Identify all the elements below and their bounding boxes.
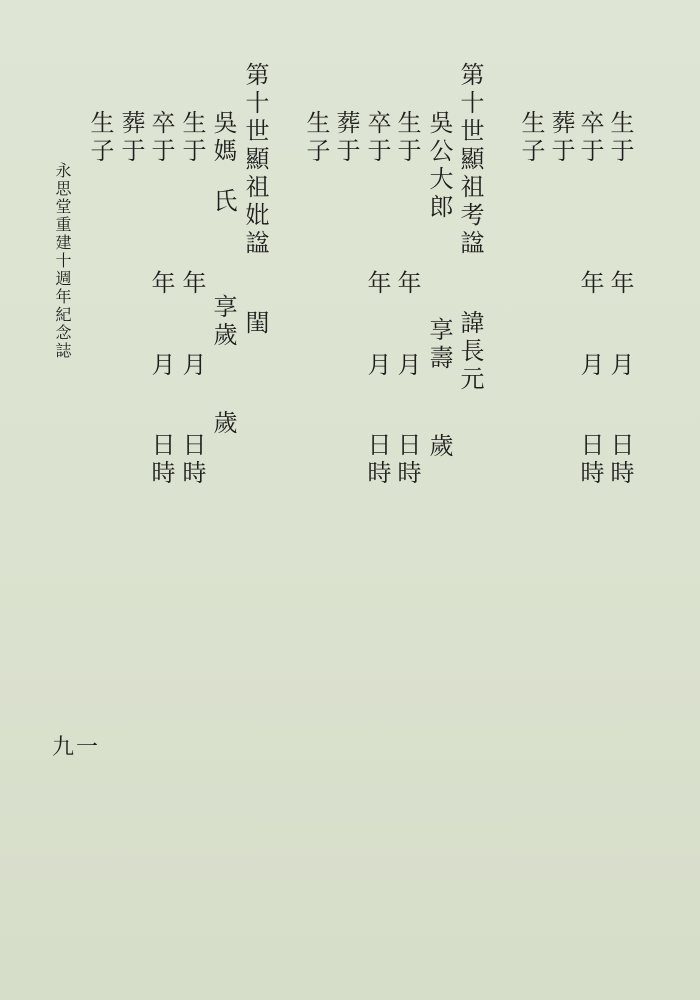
right-birth-month: 月 <box>606 352 634 380</box>
female-death-month: 月 <box>147 352 175 380</box>
male-death-column <box>365 110 389 488</box>
right-burial-label: 葬于 <box>547 110 575 166</box>
right-death-day: 日 <box>576 432 604 460</box>
female-name-column <box>211 110 235 438</box>
female-children-label: 生子 <box>86 110 114 166</box>
right-death-label: 卒于 <box>576 110 604 166</box>
right-birth-day: 日 <box>606 432 634 460</box>
male-age-prefix: 享壽 <box>425 317 453 373</box>
right-birth-hour: 時 <box>606 460 634 488</box>
right-death-column <box>578 110 602 488</box>
male-heading: 第十世顯祖考諡 <box>456 62 484 258</box>
male-taboo-name: 諱長元 <box>456 310 484 394</box>
right-birth-column <box>608 110 632 488</box>
right-burial-column <box>549 110 573 166</box>
male-death-month: 月 <box>363 352 391 380</box>
female-burial-column <box>119 110 143 166</box>
female-children-column <box>88 110 112 166</box>
female-death-label: 卒于 <box>147 110 175 166</box>
female-birth-column <box>180 110 204 488</box>
right-death-hour: 時 <box>576 460 604 488</box>
female-death-column <box>149 110 173 488</box>
male-birth-column <box>395 110 419 488</box>
female-age-suffix: 歲 <box>209 410 237 438</box>
female-birth-month: 月 <box>178 352 206 380</box>
male-death-label: 卒于 <box>363 110 391 166</box>
male-children-column <box>304 110 328 166</box>
right-children-column <box>519 110 543 166</box>
male-birth-day: 日 <box>393 432 421 460</box>
female-surname-suffix: 氏 <box>209 188 237 216</box>
right-death-month: 月 <box>576 352 604 380</box>
male-children-label: 生子 <box>302 110 330 166</box>
female-birth-label: 生于 <box>178 110 206 166</box>
male-birth-label: 生于 <box>393 110 421 166</box>
female-age-prefix: 享歲 <box>209 294 237 350</box>
female-inner-quarters: 閨 <box>241 310 269 338</box>
male-burial-label: 葬于 <box>332 110 360 166</box>
male-burial-column <box>334 110 358 166</box>
female-death-day: 日 <box>147 432 175 460</box>
female-heading-column <box>243 62 267 338</box>
right-children-label: 生子 <box>517 110 545 166</box>
male-death-hour: 時 <box>363 460 391 488</box>
male-birth-month: 月 <box>393 352 421 380</box>
male-death-day: 日 <box>363 432 391 460</box>
male-death-year: 年 <box>363 270 391 298</box>
book-title-sidebar: 永思堂重建十週年紀念誌 <box>53 162 72 360</box>
female-birth-year: 年 <box>178 270 206 298</box>
female-birth-hour: 時 <box>178 460 206 488</box>
female-heading: 第十世顯祖妣諡 <box>241 62 269 258</box>
female-burial-label: 葬于 <box>117 110 145 166</box>
right-birth-year: 年 <box>606 270 634 298</box>
female-death-hour: 時 <box>147 460 175 488</box>
female-birth-day: 日 <box>178 432 206 460</box>
male-name: 吳公大郎 <box>425 110 453 222</box>
male-name-column <box>427 110 451 461</box>
female-name: 吳媽 <box>209 110 237 166</box>
page-number: 九一 <box>52 735 101 760</box>
right-birth-label: 生于 <box>606 110 634 166</box>
male-heading-column <box>458 62 482 394</box>
male-birth-hour: 時 <box>393 460 421 488</box>
female-death-year: 年 <box>147 270 175 298</box>
male-birth-year: 年 <box>393 270 421 298</box>
right-death-year: 年 <box>576 270 604 298</box>
male-age-suffix: 歲 <box>425 433 453 461</box>
